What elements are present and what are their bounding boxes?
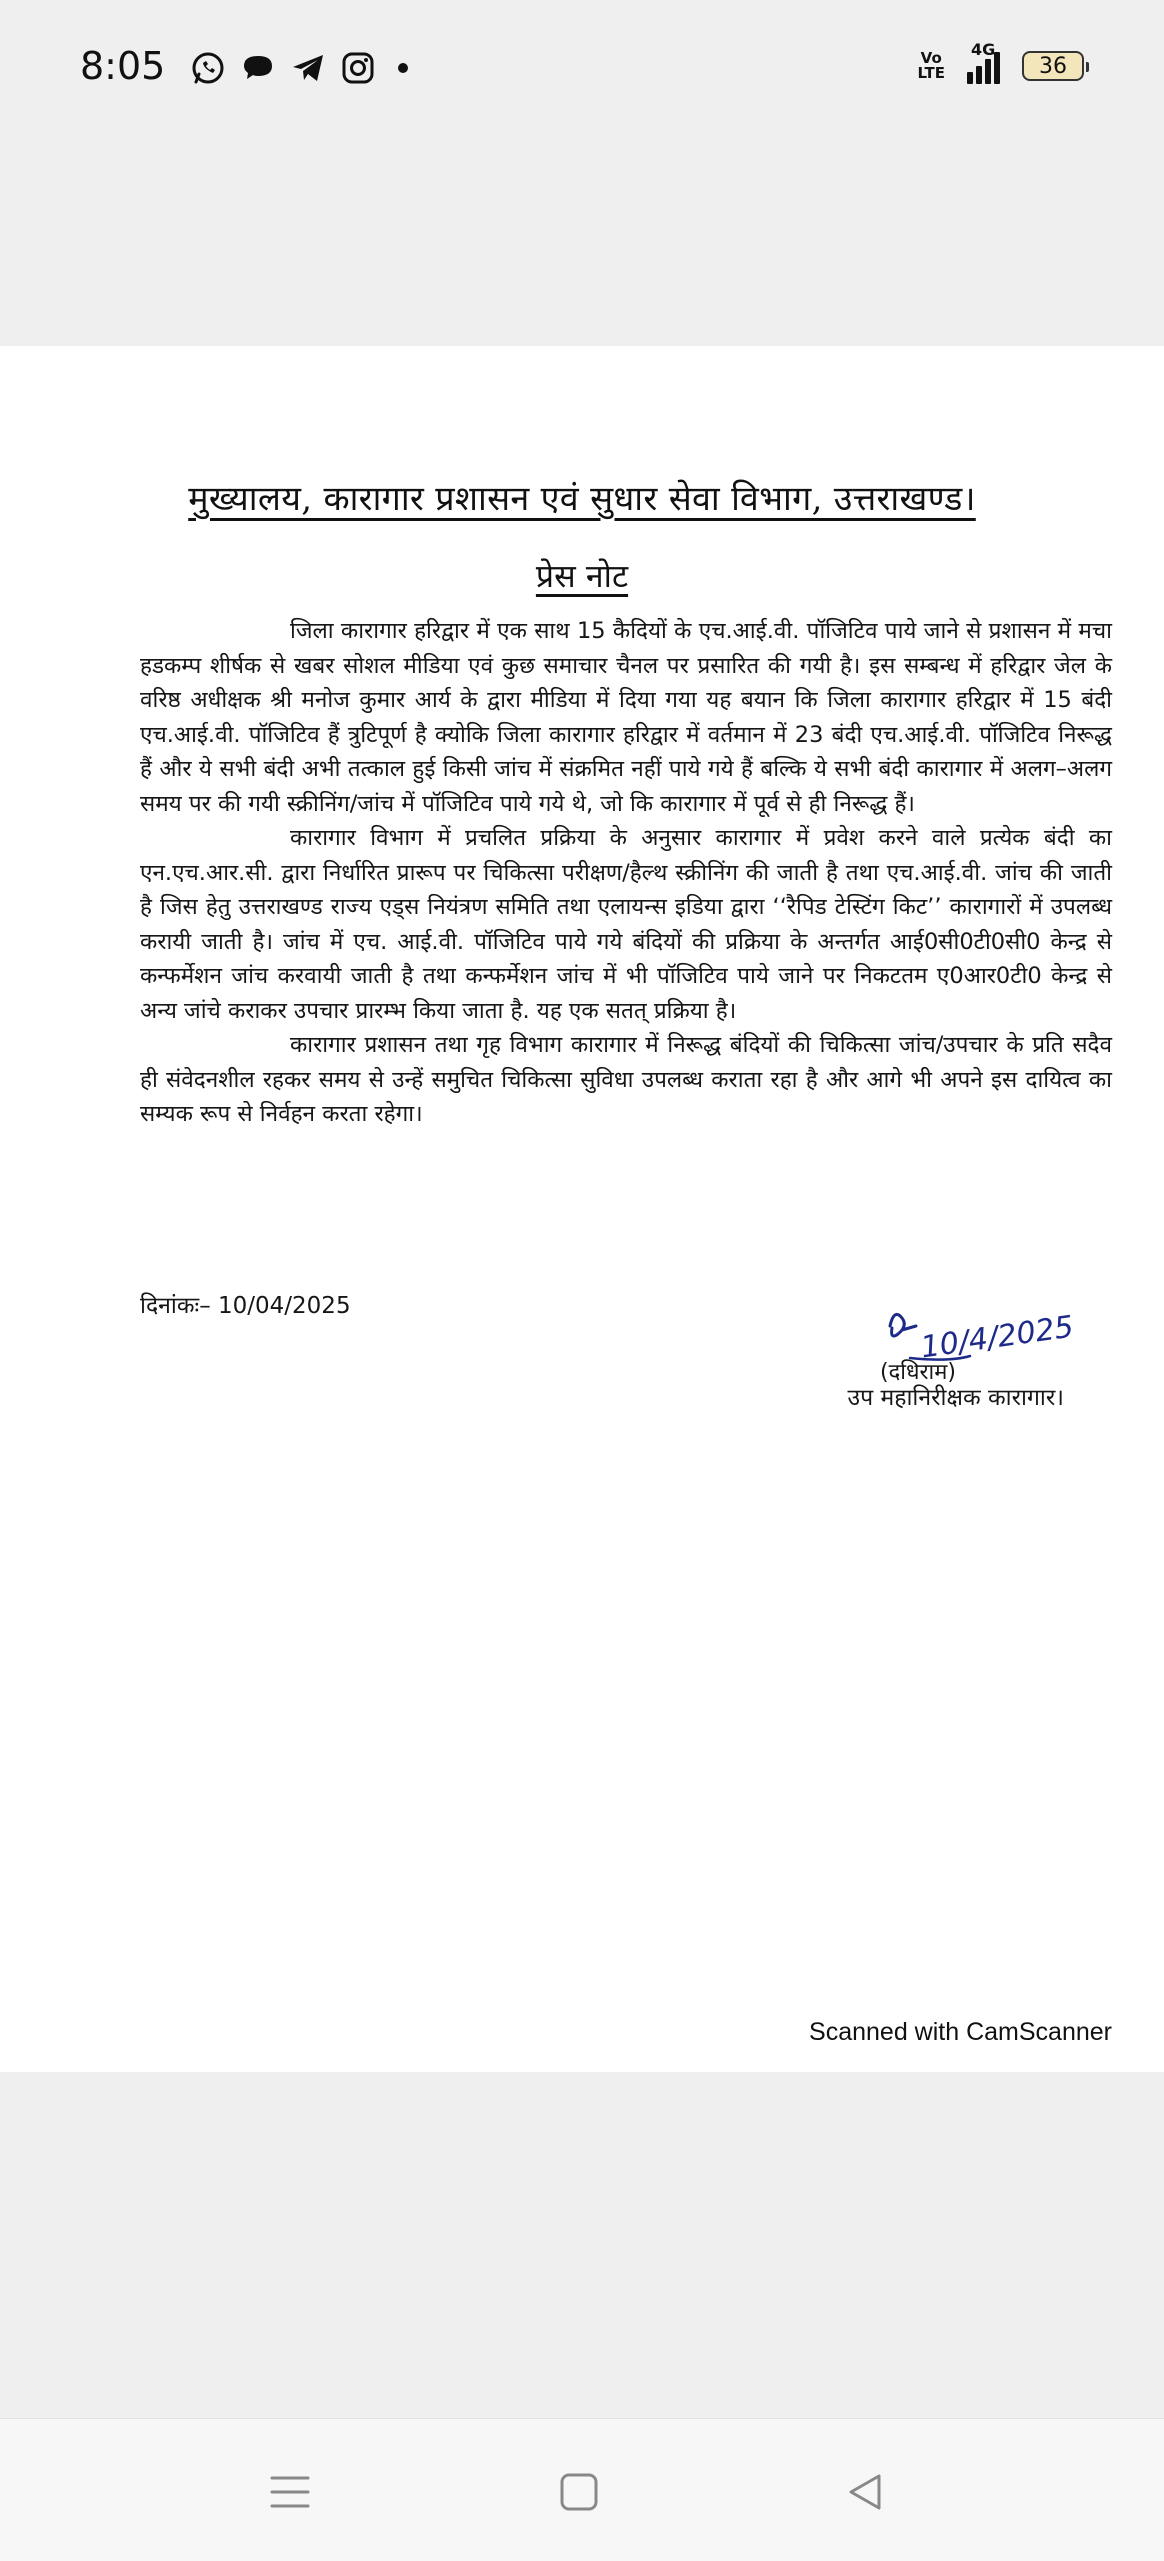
signal-strength-icon (967, 40, 1000, 84)
telegram-icon (290, 50, 326, 86)
paragraph: कारागार विभाग में प्रचलित प्रक्रिया के अनुसार कारागार में प्रवेश करने वाले प्रत्येक बंदी का एन.एच.आर.सी. द्वारा निर्धारित प्रारूप पर चिकित्सा परीक्षण/हैल्थ स्क्रीनिंग की जाती है तथा एच.आई.वी. जांच की जाती है जिस हेतु उत्तराखण्ड राज्य एड्स नियंत्रण समिति तथा एलायन्स इडिया द्वारा ‘‘रैपिड टेस्टिंग किट’’ कारागारों में उपलब्ध करायी जाती है। जांच में एच. आई.वी. पॉजिटिव पाये गये बंदियों की प्रक्रिया के अन्तर्गत आई0सी0टी0सी0 केन्द्र से कन्फर्मेशन जांच करवायी जाती है तथा कन्फर्मेशन जांच में भी पॉजिटिव पाये जाने पर निकटतम ए0आर0टी0 केन्द्र से अन्य जांचे कराकर उपचार प्रारम्भ किया जाता है. यह एक सतत् प्रक्रिया है। (140, 825, 1112, 1024)
document-date: दिनांकः– 10/04/2025 (140, 1293, 351, 1319)
battery-level: 36 (1039, 53, 1067, 79)
home-button[interactable] (544, 2457, 614, 2527)
notification-dot (398, 63, 408, 73)
status-time: 8:05 (80, 44, 166, 88)
system-indicators (917, 40, 1084, 84)
whatsapp-icon (190, 50, 226, 86)
document-body (140, 614, 1112, 1132)
navigation-bar (0, 2418, 1164, 2561)
network-type: 4G (971, 40, 996, 59)
paragraph: जिला कारागार हरिद्वार में एक साथ 15 कैदियों के एच.आई.वी. पॉजिटिव पाये जाने से प्रशासन में मचा हडकम्प शीर्षक से खबर सोशल मीडिया एवं कुछ समाचार चैनल पर प्रसारित की गयी है। इस सम्बन्ध में हरिद्वार जेल के वरिष्ठ अधीक्षक श्री मनोज कुमार आर्य के द्वारा मीडिया में दिया गया यह बयान कि जिला कारागार हरिद्वार में 15 बंदी एच.आई.वी. पॉजिटिव हैं त्रुटिपूर्ण है क्योकि जिला कारागार हरिद्वार में वर्तमान में 23 बंदी एच.आई.वी. पॉजिटिव निरूद्ध हैं और ये सभी बंदी अभी तत्काल हुई किसी जांच में संक्रमित नहीं पाये गये हैं बल्कि ये सभी बंदी कारागार में अलग–अलग समय पर की गयी स्क्रीनिंग/जांच में पॉजिटिव पाये गये थे, जो कि कारागार में पूर्व से ही निरूद्ध हैं। (140, 618, 1112, 817)
scanned-document-page[interactable] (0, 346, 1164, 2072)
camscanner-watermark: Scanned with CamScanner (809, 2018, 1112, 2046)
back-button[interactable] (830, 2457, 900, 2527)
signatory-name: (दधिराम) (880, 1360, 956, 1385)
volte-indicator: Vo LTE (917, 49, 945, 82)
paragraph: कारागार प्रशासन तथा गृह विभाग कारागार में निरूद्ध बंदियों की चिकित्सा जांच/उपचार के प्रति सदैव ही संवेदनशील रहकर समय से उन्हें समुचित चिकित्सा सुविधा उपलब्ध कराता रहा है और आगे भी अपने इस दायित्व का सम्यक रूप से निर्वहन करता रहेगा। (140, 1032, 1112, 1127)
menu-icon (268, 2470, 312, 2514)
signature-block (790, 1286, 1120, 1436)
back-icon (843, 2470, 887, 2514)
status-bar (0, 0, 1164, 140)
chat-bubble-icon (240, 50, 276, 86)
instagram-icon (340, 50, 376, 86)
menu-button[interactable] (255, 2457, 325, 2527)
svg-text:10/4/2025: 10/4/2025 (918, 1309, 1076, 1366)
document-heading: मुख्यालय, कारागार प्रशासन एवं सुधार सेवा विभाग, उत्तराखण्ड। (188, 479, 976, 519)
signatory-designation: उप महानिरीक्षक कारागार। (847, 1385, 1064, 1411)
battery-icon (1022, 51, 1084, 81)
document-subheading: प्रेस नोट (535, 557, 629, 595)
notification-icons (190, 50, 408, 86)
home-icon (557, 2470, 601, 2514)
